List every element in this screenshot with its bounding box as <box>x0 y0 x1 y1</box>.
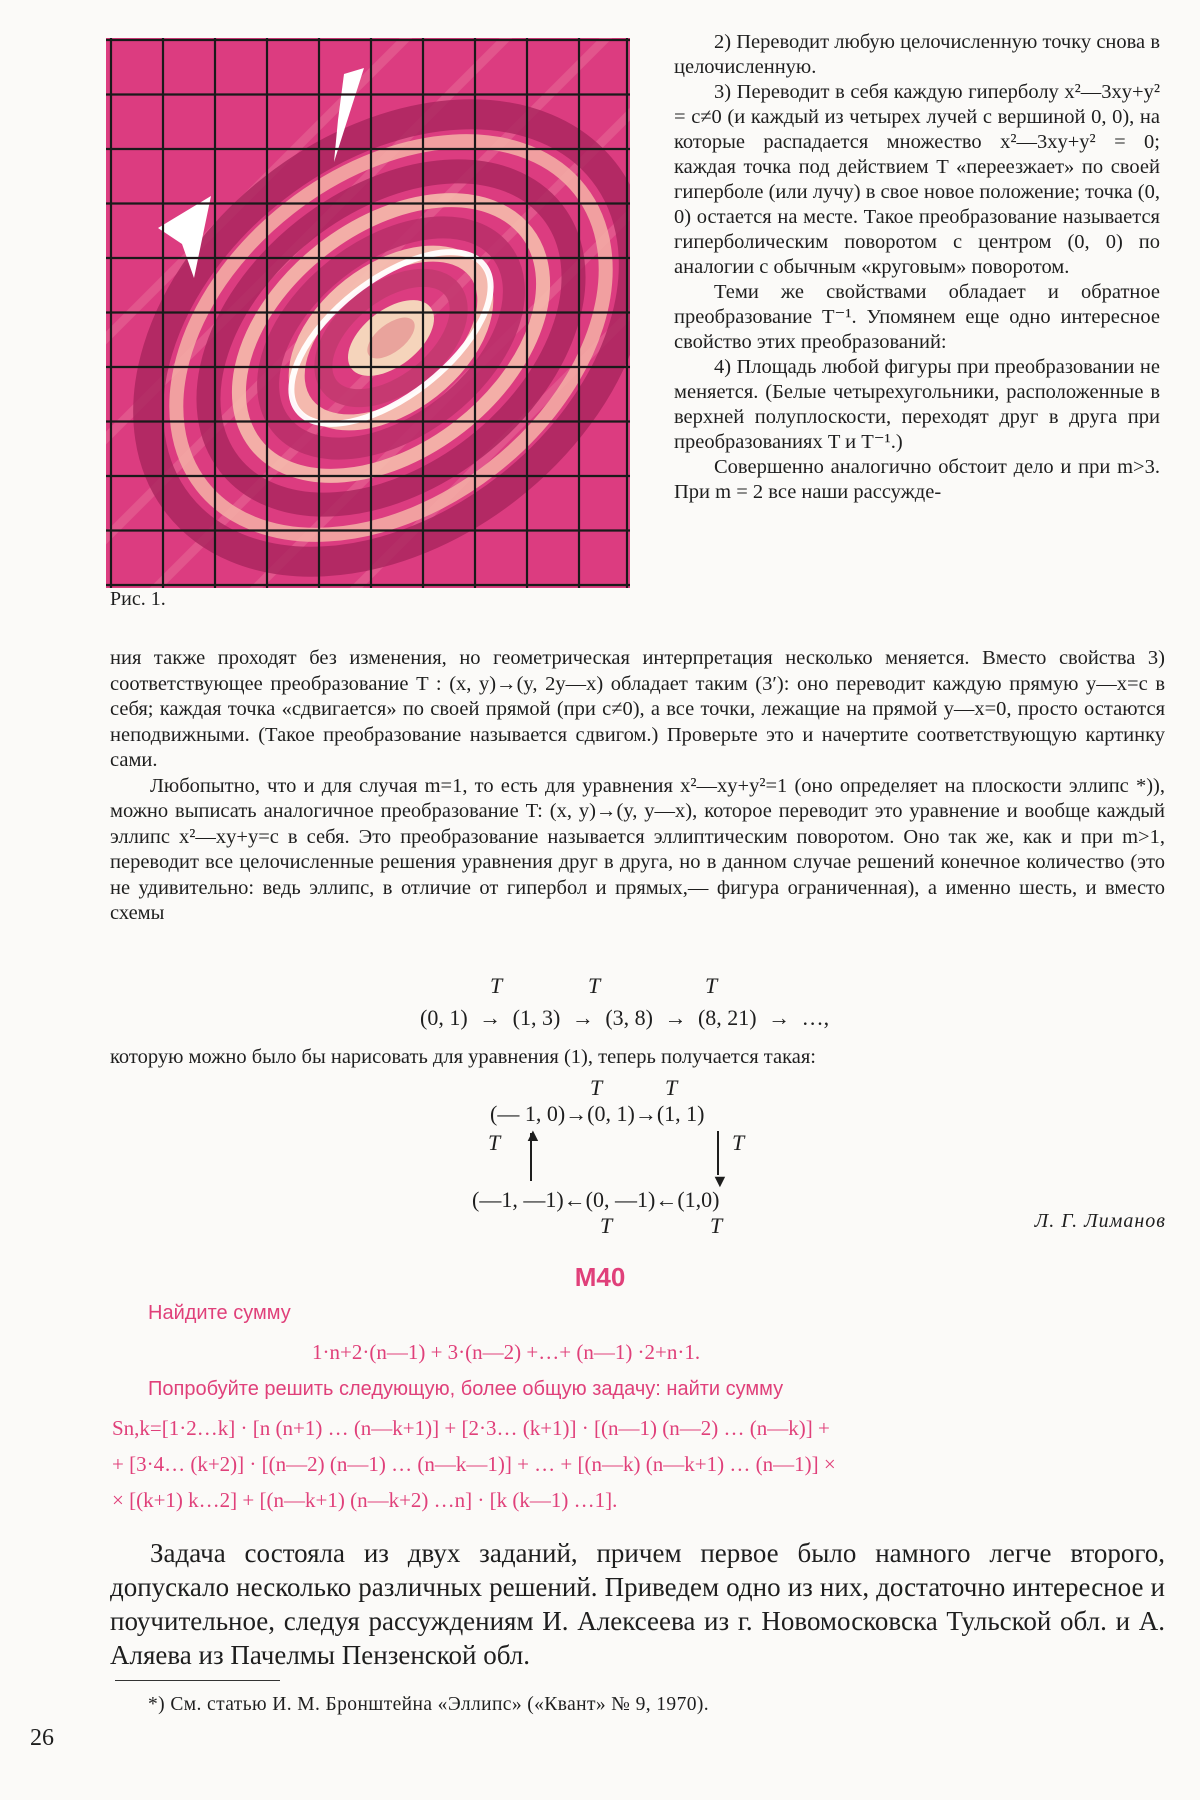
cycle-label-top-1: T <box>590 1075 603 1100</box>
scheme-point: (1, 3) <box>512 1005 561 1030</box>
scheme-label-1: T <box>490 973 503 998</box>
cycle-point: (0, 1) <box>587 1101 635 1126</box>
scheme-row <box>420 1005 829 1031</box>
ellipse-paragraph: Любопытно, что и для случая m=1, то есть для уравнения x²—xy+y²=1 (оно определяет на плоскости эллипс *)), можно выписать аналогичное преобразование T: (x, y)→(y, y—x), которое переводит это уравнение и вообще каждый эллипс x²—xy+y=c в себя. Это преобразование называется эллиптическим поворотом. Оно так же, как и при m>1, переводит все целочисленные решения уравнения друг в друга, но в данном случае решений конечное количество (это не удивительно: ведь эллипс, в отличие от гипербол и прямых,— фигура ограниченная), а именно шесть, и вместо схемы <box>110 774 1165 924</box>
author-signature: Л. Г. Лиманов <box>1034 1210 1166 1232</box>
scheme-sequence <box>400 975 920 1037</box>
scheme-point: …, <box>801 1005 830 1030</box>
arrow-left: ← <box>655 1187 678 1212</box>
which-paragraph <box>110 1045 1165 1071</box>
cycle-label-left: T <box>488 1130 501 1155</box>
arrow-right: → <box>634 1101 657 1126</box>
arrow-down-shaft <box>717 1131 719 1175</box>
arrow-down-head: ▼ <box>711 1171 729 1191</box>
right-column-text <box>674 30 1160 505</box>
scheme-label-3: T <box>705 973 718 998</box>
cycle-label-right: T <box>732 1130 745 1155</box>
problem-title: М40 <box>574 1262 626 1292</box>
arrow-up-head: ▲ <box>524 1125 542 1145</box>
problem-formula-1: 1·n+2·(n—1) + 3·(n—2) +…+ (n—1) ·2+n·1. <box>312 1340 701 1364</box>
scheme-label-2: T <box>588 973 601 998</box>
figure-illustration <box>106 38 630 588</box>
scheme-arrow: → <box>571 1005 594 1030</box>
cycle-point: (1, 1) <box>656 1101 705 1126</box>
problem-line-1: Найдите сумму <box>148 1302 291 1324</box>
cycle-label-top-2: T <box>665 1075 678 1100</box>
arrow-left: ← <box>563 1187 586 1212</box>
footnote: *) См. статью И. М. Бронштейна «Эллипс» («Квант» № 9, 1970). <box>148 1694 710 1715</box>
problem-line-2: Попробуйте решить следующую, более общую задачу: найти сумму <box>148 1378 784 1400</box>
cycle-label-bottom-1: T <box>600 1213 613 1238</box>
figure-hyperbolic-rotation <box>106 38 630 588</box>
footnote-rule <box>115 1680 280 1681</box>
problem-formula-2-line-2: + [3·4… (k+2)] · [(n—2) (n—1) … (n—k—1)] + … + [(n—k) (n—k+1) … (n—1)] × <box>112 1452 836 1476</box>
arrow-right: → <box>565 1101 588 1126</box>
cycle-point: (1,0) <box>677 1187 720 1212</box>
inverse-paragraph: Теми же свойствами обладает и обратное преобразование T⁻¹. Упомянем еще одно интересное свойство этих преобразований: <box>674 281 1160 353</box>
property-4: 4) Площадь любой фигуры при преобразовании не меняется. (Белые четырехугольники, расположенные в верхней полуплоскости, переходят друг в друга при преобразованиях T и T⁻¹.) <box>674 356 1160 453</box>
which-text: которую можно было бы нарисовать для уравнения (1), теперь получается такая: <box>110 1046 816 1068</box>
page-number: 26 <box>30 1725 54 1751</box>
cycle-point: (0, —1) <box>585 1187 656 1212</box>
cycle-top-row <box>490 1101 704 1127</box>
scheme-arrow: → <box>479 1005 502 1030</box>
problem-formula-2-line-3: × [(k+1) k…2] + [(n—k+1) (n—k+2) …n] · [k (k—1) …1]. <box>112 1488 618 1512</box>
cycle-label-bottom-2: T <box>710 1213 723 1238</box>
scheme-cycle <box>470 1075 790 1238</box>
scheme-arrow: → <box>768 1005 791 1030</box>
problem-formula-2-line-1: Sn,k=[1·2…k] · [n (n+1) … (n—k+1)] + [2·3… (k+1)] · [(n—1) (n—2) … (n—k)] + <box>112 1416 830 1440</box>
scheme-point: (8, 21) <box>697 1005 757 1030</box>
figure-caption: Рис. 1. <box>110 588 166 610</box>
scheme-arrow: → <box>664 1005 687 1030</box>
scheme-point: (3, 8) <box>605 1005 653 1030</box>
cycle-bottom-row <box>472 1187 719 1213</box>
analogous-paragraph: Совершенно аналогично обстоит дело и при m>3. При m = 2 все наши рассужде- <box>674 456 1160 503</box>
cycle-point: (—1, —1) <box>472 1187 564 1212</box>
cycle-point: (— 1, 0) <box>490 1101 566 1126</box>
wide-text-block <box>110 646 1165 927</box>
property-2: 2) Переводит любую целочисленную точку снова в целочисленную. <box>674 31 1160 78</box>
shear-paragraph: ния также проходят без изменения, но геометрическая интерпретация несколько меняется. Вместо свойства 3) соответствующее преобразование T : (x, y)→(y, 2y—x) обладает таким (3′): оно переводит каждую прямую y—x=c в себя; каждая точка «сдвигается» по своей прямой (при c≠0), а все точки, лежащие на прямой y—x=0, просто остаются неподвижными. (Такое преобразование называется сдвигом.) Проверьте это и начертите соответствующую картинку сами. <box>110 647 1165 771</box>
property-3: 3) Переводит в себя каждую гиперболу x²—3xy+y² = c≠0 (и каждый из четырех лучей с вершиной 0, 0), на которые распадается множество x²—3xy+y² = 0; каждая точка под действием T «переезжает» по своей гиперболе (или лучу) в свое новое положение; точка (0, 0) остается на месте. Такое преобразование называется гиперболическим поворотом с центром (0, 0) по аналогии с обычным «круговым» поворотом. <box>674 81 1160 278</box>
solution-paragraph: Задача состояла из двух заданий, причем первое было намного легче второго, допускало несколько различных решений. Приведем одно из них, достаточно интересное и поучительное, следуя рассуждениям И. Алексеева из г. Новомосковска Тульской обл. и А. Аляева из Пачелмы Пензенской обл. <box>110 1538 1165 1670</box>
scheme-point: (0, 1) <box>420 1005 468 1030</box>
